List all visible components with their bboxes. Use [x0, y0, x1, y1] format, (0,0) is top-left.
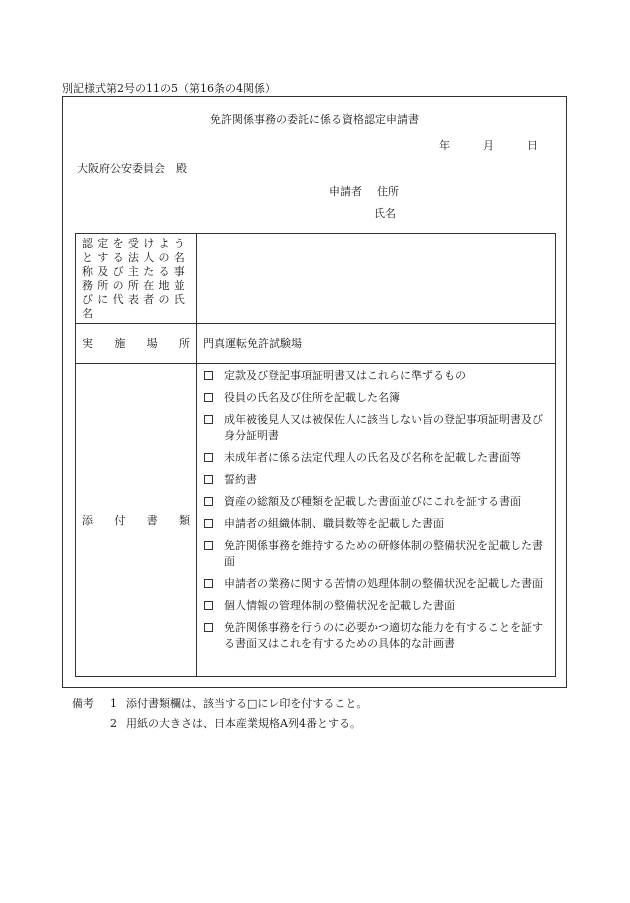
addressee: 大阪府公安委員会 殿 — [77, 162, 187, 175]
date-line — [439, 137, 538, 153]
note-text: 用紙の大きさは、日本産業規格A列4番とする。 — [126, 717, 361, 730]
form-title: 免許関係事務の委託に係る資格認定申請書 — [210, 113, 419, 126]
table-row — [76, 364, 556, 677]
attachment-label: 免許関係事務を行うのに必要かつ適切な能力を有することを証する書面又はこれを有するための具体的な計画書 — [224, 621, 543, 650]
application-table — [75, 233, 556, 677]
applicant-address-line — [329, 183, 399, 199]
note-number: 1 — [110, 697, 117, 710]
notes-heading: 備考 — [72, 697, 94, 710]
list-item — [203, 620, 547, 652]
address-label: 住所 — [377, 185, 399, 198]
list-item — [203, 576, 547, 592]
attachments-list-cell — [197, 364, 556, 677]
list-item — [203, 390, 547, 406]
attachments-label — [76, 512, 196, 528]
label-char: 付 — [114, 514, 126, 527]
attachment-label: 申請者の組織体制、職員数等を記載した書面 — [224, 517, 444, 530]
list-item — [203, 516, 547, 532]
form-number-label: 別記様式第2号の11の5（第16条の4関係） — [62, 82, 276, 95]
checkbox[interactable] — [204, 453, 213, 462]
venue-label-cell — [76, 324, 197, 364]
attachments-list — [197, 364, 555, 652]
attachment-label: 誓約書 — [224, 473, 257, 486]
checkbox[interactable] — [204, 579, 213, 588]
checkbox[interactable] — [204, 415, 213, 424]
list-item — [203, 412, 547, 444]
attachment-label: 免許関係事務を維持するための研修体制の整備状況を記載した書面 — [224, 539, 543, 568]
list-item — [203, 494, 547, 510]
venue-label — [76, 324, 196, 363]
checkbox[interactable] — [204, 371, 213, 380]
label-char: 添 — [82, 514, 93, 527]
applicant-name-label: 氏名 — [374, 207, 396, 220]
attachment-label: 未成年者に係る法定代理人の氏名及び名称を記載した書面等 — [224, 451, 521, 464]
attachment-label: 申請者の業務に関する苦情の処理体制の整備状況を記載した書面 — [224, 577, 543, 590]
label-char: 場 — [146, 337, 158, 350]
attachment-label: 定款及び登記事項証明書又はこれらに準ずるもの — [224, 369, 466, 382]
date-year: 年 — [439, 139, 450, 152]
date-day: 日 — [527, 139, 538, 152]
table-row — [76, 234, 556, 324]
table-row — [76, 324, 556, 364]
label-char: 所 — [178, 337, 190, 350]
note-number: 2 — [110, 717, 117, 730]
checkbox[interactable] — [204, 393, 213, 402]
list-item — [203, 598, 547, 614]
attachment-label: 個人情報の管理体制の整備状況を記載した書面 — [224, 599, 455, 612]
corporation-label-cell — [76, 234, 197, 324]
attachment-label: 資産の総額及び種類を記載した書面並びにこれを証する書面 — [224, 495, 521, 508]
note-item — [72, 714, 367, 734]
venue-value-cell — [197, 324, 556, 364]
venue-value: 門真運転免許試験場 — [203, 337, 302, 350]
label-char: 実 — [82, 337, 93, 350]
checkbox[interactable] — [204, 623, 213, 632]
checkbox[interactable] — [204, 475, 213, 484]
label-char: 類 — [178, 514, 190, 527]
label-char: 施 — [114, 337, 126, 350]
applicant-label: 申請者 — [329, 185, 362, 198]
list-item — [203, 450, 547, 466]
list-item — [203, 538, 547, 570]
label-char: 書 — [146, 514, 158, 527]
checkbox[interactable] — [204, 519, 213, 528]
corporation-value-cell[interactable] — [197, 234, 556, 324]
checkbox[interactable] — [204, 601, 213, 610]
checkbox[interactable] — [204, 541, 213, 550]
attachments-label-cell — [76, 364, 197, 677]
list-item — [203, 368, 547, 384]
application-form — [62, 96, 567, 688]
date-month: 月 — [483, 139, 494, 152]
attachment-label: 役員の氏名及び住所を記載した名簿 — [224, 391, 400, 404]
list-item — [203, 472, 547, 488]
corporation-label: 認定を受けよう とする法人の名 称及び主たる事 務所の所在地並 びに代表者の氏名 — [82, 237, 190, 320]
note-text: 添付書類欄は、該当する□にレ印を付すること。 — [126, 697, 368, 710]
notes — [72, 694, 367, 734]
checkbox[interactable] — [204, 497, 213, 506]
attachment-label: 成年被後見人又は被保佐人に該当しない旨の登記事項証明書及び身分証明書 — [224, 413, 543, 442]
note-item — [72, 694, 367, 714]
